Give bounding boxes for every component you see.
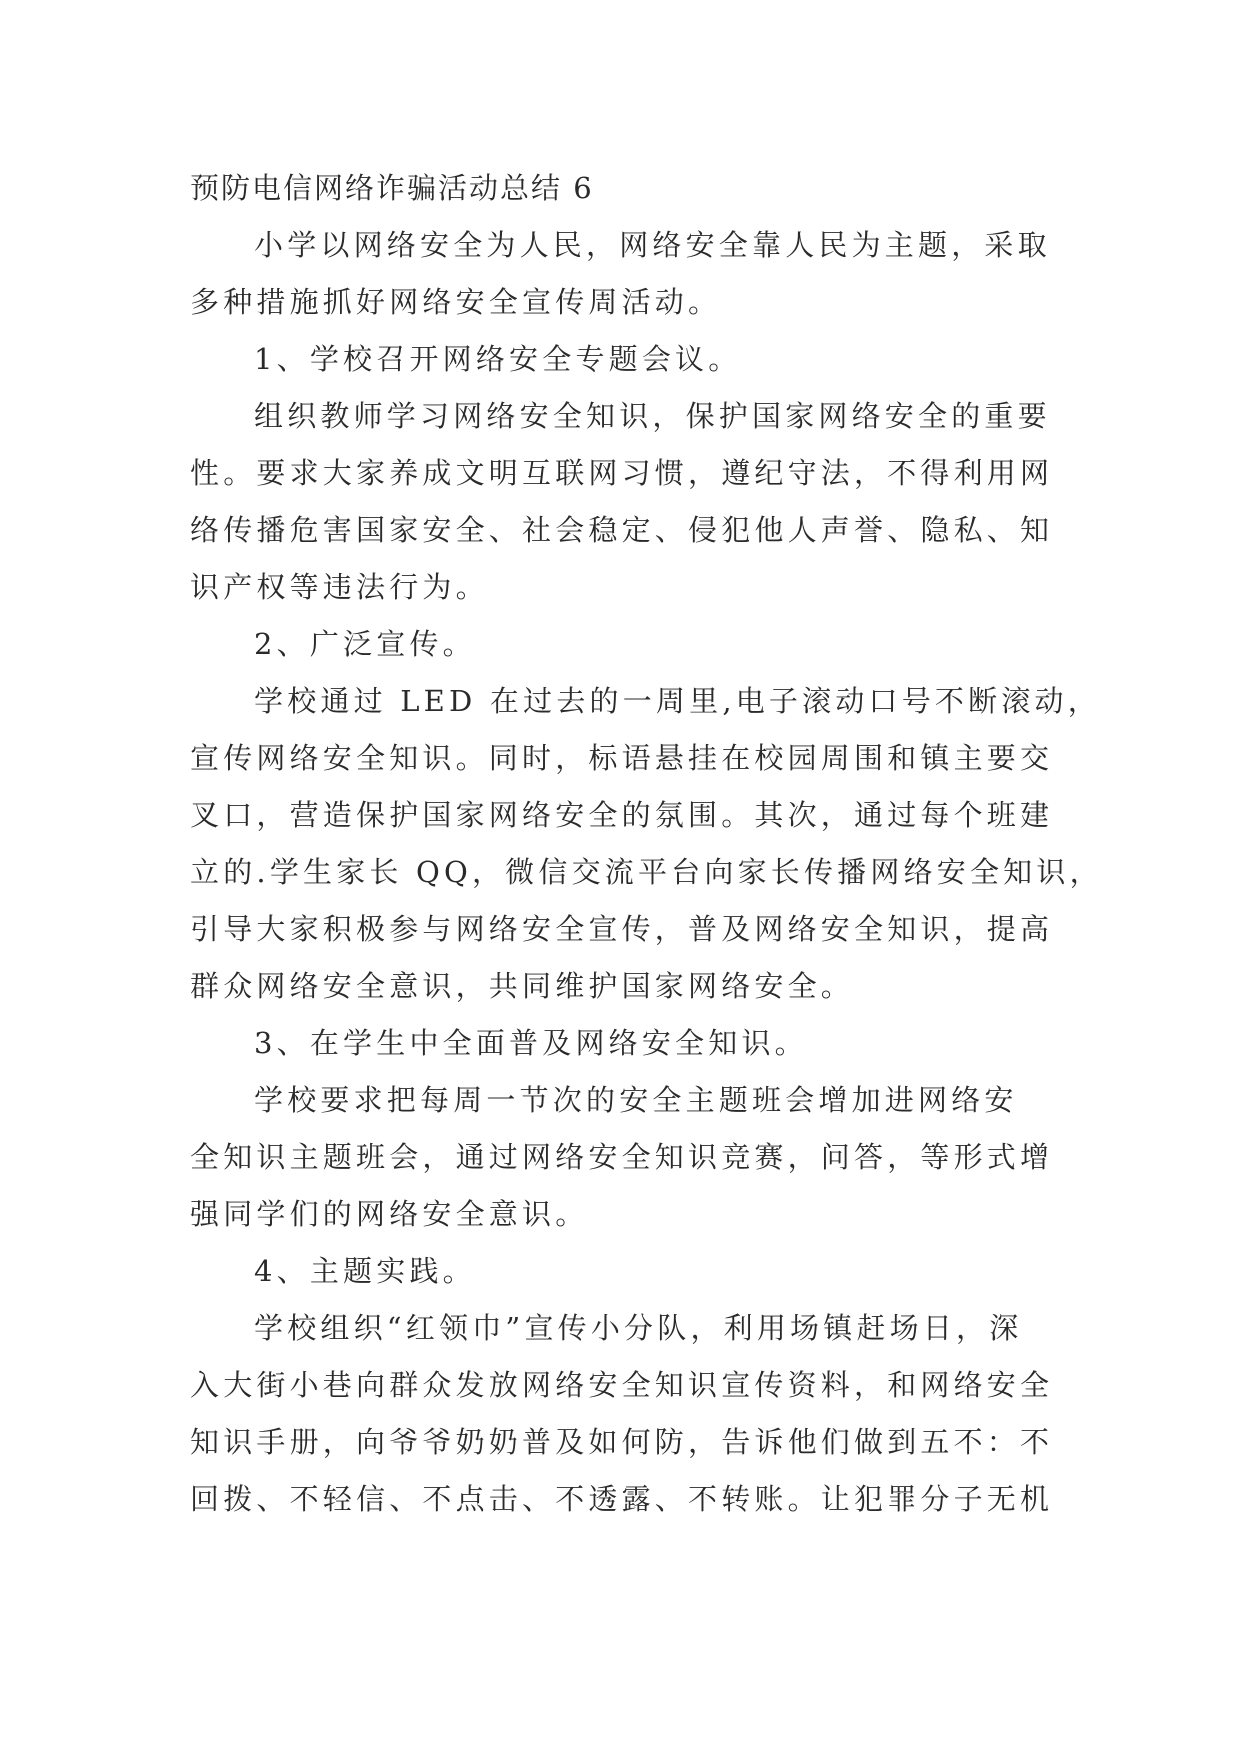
paragraph-line: 学校要求把每周一节次的安全主题班会增加进网络安 — [254, 1083, 1018, 1117]
paragraph-line: 群众网络安全意识，共同维护国家网络安全。 — [190, 969, 855, 1003]
paragraph-line: 知识手册，向爷爷奶奶普及如何防，告诉他们做到五不：不 — [190, 1425, 1054, 1459]
paragraph-line: 小学以网络安全为人民，网络安全靠人民为主题，采取 — [254, 228, 1051, 262]
paragraph-line: 学校通过 LED 在过去的一周里,电子滚动口号不断滚动， — [254, 684, 1101, 718]
paragraph-line: 络传播危害国家安全、社会稳定、侵犯他人声誉、隐私、知 — [190, 513, 1054, 547]
section-heading-4: 4、主题实践。 — [254, 1254, 476, 1288]
section-heading-1: 1、学校召开网络安全专题会议。 — [254, 342, 742, 376]
paragraph-line: 多种措施抓好网络安全宣传周活动。 — [190, 285, 722, 319]
paragraph-line: 强同学们的网络安全意识。 — [190, 1197, 589, 1231]
section-heading-2: 2、广泛宣传。 — [254, 627, 476, 661]
section-heading-3: 3、在学生中全面普及网络安全知识。 — [254, 1026, 808, 1060]
document-title: 预防电信网络诈骗活动总结 6 — [190, 171, 594, 205]
paragraph-line: 立的.学生家长 QQ，微信交流平台向家长传播网络安全知识， — [190, 855, 1103, 889]
paragraph-line: 回拨、不轻信、不点击、不透露、不转账。让犯罪分子无机 — [190, 1482, 1054, 1516]
paragraph-line: 叉口，营造保护国家网络安全的氛围。其次，通过每个班建 — [190, 798, 1054, 832]
paragraph-line: 宣传网络安全知识。同时，标语悬挂在校园周围和镇主要交 — [190, 741, 1054, 775]
paragraph-line: 组织教师学习网络安全知识，保护国家网络安全的重要 — [254, 399, 1051, 433]
paragraph-line: 识产权等违法行为。 — [190, 570, 489, 604]
paragraph-line: 全知识主题班会，通过网络安全知识竞赛，问答，等形式增 — [190, 1140, 1054, 1174]
paragraph-line: 引导大家积极参与网络安全宣传，普及网络安全知识，提高 — [190, 912, 1054, 946]
paragraph-line: 性。要求大家养成文明互联网习惯，遵纪守法，不得利用网 — [190, 456, 1054, 490]
paragraph-line: 学校组织“红领巾”宣传小分队，利用场镇赶场日，深 — [254, 1311, 1023, 1345]
paragraph-line: 入大街小巷向群众发放网络安全知识宣传资料，和网络安全 — [190, 1368, 1054, 1402]
